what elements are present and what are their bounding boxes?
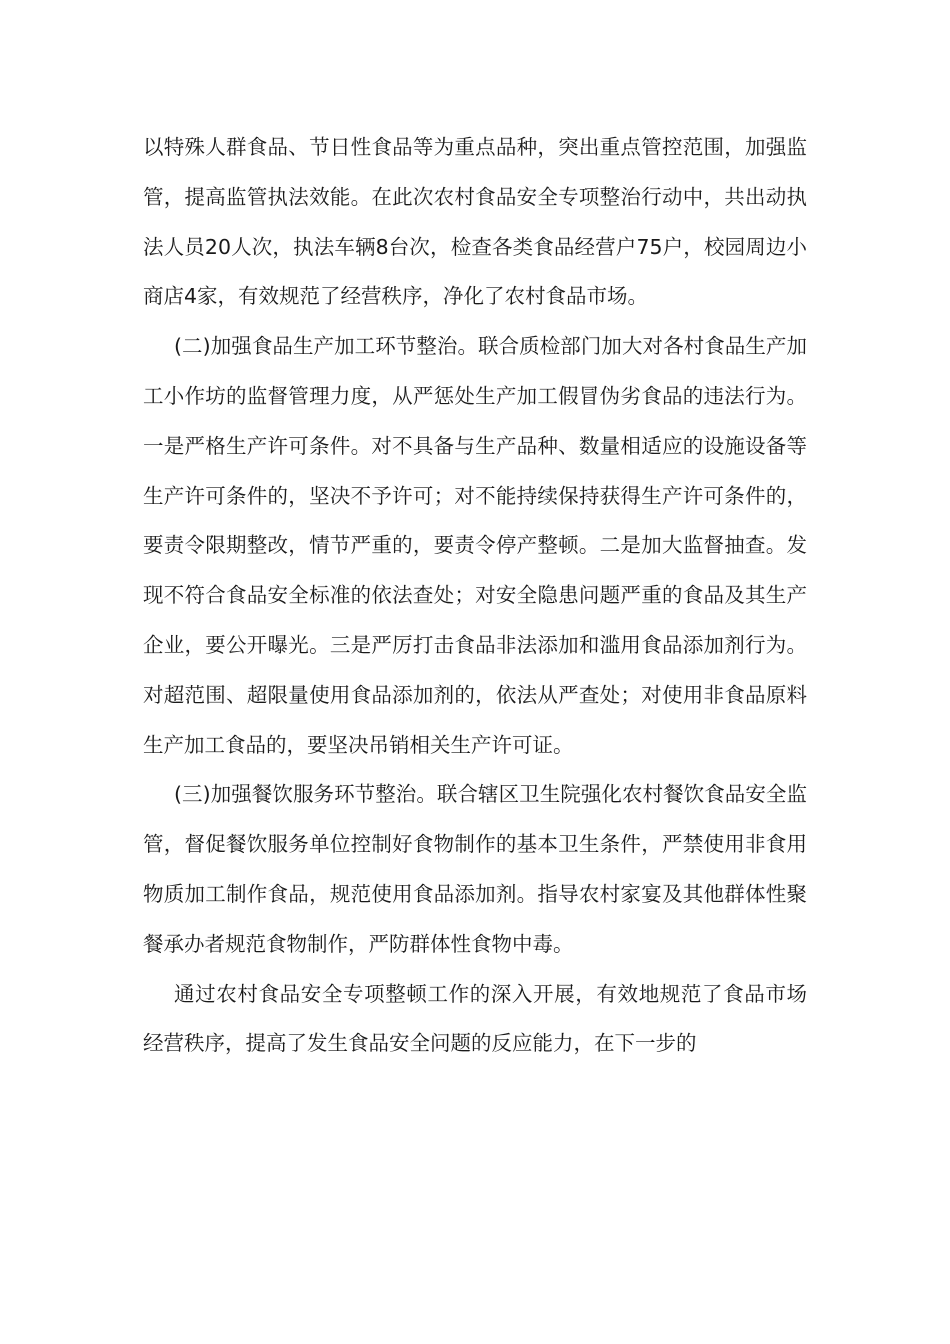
document-body — [143, 123, 807, 1069]
paragraph-catering-service: (三)加强餐饮服务环节整治。联合辖区卫生院强化农村餐饮食品安全监管，督促餐饮服务单位控制好食物制作的基本卫生条件，严禁使用非食用物质加工制作食品，规范使用食品添加剂。指导农村家宴及其他群体性聚餐承办者规范食物制作，严防群体性食物中毒。 — [143, 782, 807, 956]
paragraph-conclusion: 通过农村食品安全专项整顿工作的深入开展，有效地规范了食品市场经营秩序，提高了发生食品安全问题的反应能力，在下一步的 — [143, 981, 807, 1056]
paragraph-food-varieties: 以特殊人群食品、节日性食品等为重点品种，突出重点管控范围，加强监管，提高监管执法效能。在此次农村食品安全专项整治行动中，共出动执法人员20人次，执法车辆8台次，检查各类食品经营户75户，校园周边小商店4家，有效规范了经营秩序，净化了农村食品市场。 — [143, 135, 807, 309]
paragraph-production-processing: (二)加强食品生产加工环节整治。联合质检部门加大对各村食品生产加工小作坊的监督管理力度，从严惩处生产加工假冒伪劣食品的违法行为。一是严格生产许可条件。对不具备与生产品种、数量相适应的设施设备等生产许可条件的，坚决不予许可；对不能持续保持获得生产许可条件的，要责令限期整改，情节严重的，要责令停产整顿。二是加大监督抽查。发现不符合食品安全标准的依法查处；对安全隐患问题严重的食品及其生产企业，要公开曝光。三是严厉打击食品非法添加和滥用食品添加剂行为。对超范围、超限量使用食品添加剂的，依法从严查处；对使用非食品原料生产加工食品的，要坚决吊销相关生产许可证。 — [143, 334, 807, 757]
